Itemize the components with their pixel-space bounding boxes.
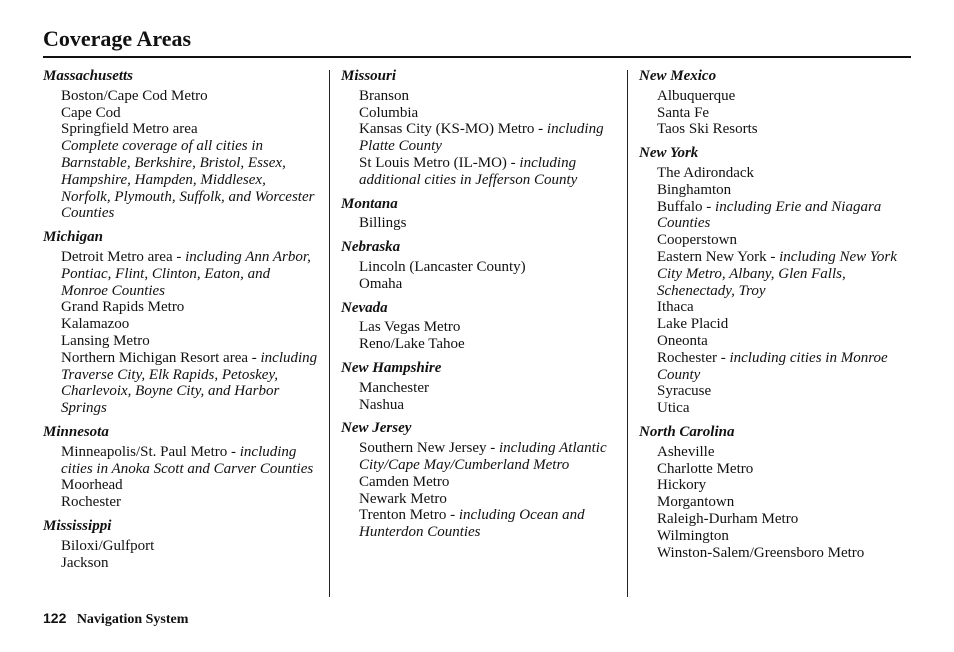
area-name: Cooperstown <box>657 232 737 249</box>
area-note: including Ann Arbor, Pontiac, Flint, Clinton, Eaton, and Monroe Counties <box>61 248 311 299</box>
state-heading: Mississippi <box>43 517 112 534</box>
coverage-entry <box>43 555 318 572</box>
coverage-column-3 <box>639 68 914 561</box>
area-name: Rochester - <box>657 349 730 366</box>
coverage-entry <box>639 165 914 182</box>
state-heading: Nevada <box>341 299 388 316</box>
area-name: Buffalo - <box>657 198 716 215</box>
area-name: Eastern New York - <box>657 248 780 265</box>
page-number: 122 <box>43 610 67 626</box>
coverage-entry <box>43 299 318 316</box>
coverage-entry <box>43 88 318 105</box>
area-name: Syracuse <box>657 383 712 400</box>
coverage-entry <box>341 155 616 189</box>
area-note: including Platte County <box>359 121 604 155</box>
coverage-entry <box>639 333 914 350</box>
coverage-entry <box>639 232 914 249</box>
area-name: Kalamazoo <box>61 316 130 333</box>
area-note: including Traverse City, Elk Rapids, Petoskey, Charlevoix, Boyne City, and Harbor Springs <box>61 349 318 417</box>
section-label: Navigation System <box>76 612 189 627</box>
area-note: including additional cities in Jefferson County <box>359 154 578 188</box>
area-name: Raleigh-Durham Metro <box>657 510 799 527</box>
coverage-entry <box>639 182 914 199</box>
area-name: Grand Rapids Metro <box>61 299 185 316</box>
area-name: Omaha <box>359 275 403 292</box>
coverage-entry <box>43 494 318 511</box>
coverage-entry <box>341 474 616 491</box>
coverage-entry <box>639 400 914 417</box>
area-name: Springfield Metro area <box>61 121 198 138</box>
area-name: Minneapolis/St. Paul Metro - <box>61 443 240 460</box>
coverage-entry <box>43 105 318 122</box>
area-name: Detroit Metro area - <box>61 248 186 265</box>
area-note: Complete coverage of all cities in Barnstable, Berkshire, Bristol, Essex, Hampshire, Hampden, Middlesex, Norfolk, Plymouth, Suffolk, and Worcester Counties <box>61 138 315 222</box>
area-name: Reno/Lake Tahoe <box>359 336 465 353</box>
area-name: Binghamton <box>657 181 732 198</box>
coverage-entry <box>43 316 318 333</box>
column-divider <box>627 70 628 597</box>
coverage-entry <box>43 333 318 350</box>
coverage-entry <box>639 461 914 478</box>
area-name: Billings <box>359 215 407 232</box>
coverage-entry <box>639 199 914 233</box>
area-name: Lake Placid <box>657 316 729 333</box>
area-note: including Ocean and Hunterdon Counties <box>359 507 585 541</box>
area-name: Boston/Cape Cod Metro <box>61 87 208 104</box>
area-name: Taos Ski Resorts <box>657 121 758 138</box>
coverage-entry <box>639 383 914 400</box>
area-name: Las Vegas Metro <box>359 319 461 336</box>
coverage-entry <box>341 88 616 105</box>
coverage-entry <box>341 121 616 155</box>
coverage-entry <box>639 105 914 122</box>
area-name: Southern New Jersey - <box>359 440 499 457</box>
coverage-entry <box>639 477 914 494</box>
area-note: including Erie and Niagara Counties <box>657 198 882 232</box>
coverage-column-2 <box>341 68 616 541</box>
area-name: Northern Michigan Resort area - <box>61 349 261 366</box>
area-name: Branson <box>359 87 409 104</box>
state-heading: Montana <box>341 195 398 212</box>
state-heading: New Jersey <box>341 420 412 437</box>
coverage-entry <box>639 249 914 299</box>
coverage-entry <box>341 336 616 353</box>
area-name: Biloxi/Gulfport <box>61 537 155 554</box>
state-heading: Missouri <box>341 68 397 84</box>
area-name: Hickory <box>657 477 707 494</box>
coverage-entry <box>43 538 318 555</box>
area-name: Albuquerque <box>657 87 736 104</box>
coverage-entry <box>341 276 616 293</box>
coverage-entry <box>639 88 914 105</box>
state-heading: New Hampshire <box>341 359 442 376</box>
page-footer <box>43 610 188 628</box>
title-divider <box>43 56 911 58</box>
area-name: Newark Metro <box>359 490 447 507</box>
area-note: including New York City Metro, Albany, Glen Falls, Schenectady, Troy <box>657 248 897 299</box>
area-name: St Louis Metro (IL-MO) - <box>359 154 520 171</box>
area-name: Lincoln (Lancaster County) <box>359 258 526 275</box>
page-title: Coverage Areas <box>43 26 192 51</box>
coverage-entry <box>43 138 318 222</box>
state-heading: North Carolina <box>639 423 735 440</box>
area-name: The Adirondack <box>657 164 755 181</box>
coverage-entry <box>341 440 616 474</box>
coverage-entry <box>43 444 318 478</box>
area-name: Manchester <box>359 379 429 396</box>
state-heading: Michigan <box>43 229 104 246</box>
coverage-entry <box>43 350 318 417</box>
coverage-entry <box>639 316 914 333</box>
area-name: Asheville <box>657 443 715 460</box>
coverage-column-1 <box>43 68 318 571</box>
coverage-entry <box>639 494 914 511</box>
area-name: Charlotte Metro <box>657 460 754 477</box>
coverage-entry <box>639 528 914 545</box>
area-name: Kansas City (KS-MO) Metro - <box>359 121 547 138</box>
coverage-entry <box>639 444 914 461</box>
area-name: Jackson <box>61 554 109 571</box>
coverage-entry <box>341 380 616 397</box>
area-name: Lansing Metro <box>61 332 150 349</box>
area-name: Morgantown <box>657 494 735 511</box>
coverage-entry <box>639 299 914 316</box>
coverage-entry <box>639 511 914 528</box>
area-name: Santa Fe <box>657 104 710 121</box>
coverage-entry <box>341 259 616 276</box>
area-name: Columbia <box>359 104 419 121</box>
coverage-entry <box>43 249 318 299</box>
area-name: Wilmington <box>657 527 729 544</box>
state-heading: New Mexico <box>639 68 717 84</box>
area-name: Ithaca <box>657 299 694 316</box>
coverage-entry <box>341 397 616 414</box>
area-name: Trenton Metro - <box>359 507 459 524</box>
coverage-entry <box>341 215 616 232</box>
area-name: Utica <box>657 400 690 417</box>
area-name: Rochester <box>61 494 121 511</box>
coverage-entry <box>341 507 616 541</box>
area-note: including Atlantic City/Cape May/Cumberland Metro <box>359 440 607 473</box>
state-heading: Massachusetts <box>43 68 134 84</box>
area-name: Nashua <box>359 396 404 413</box>
coverage-entry <box>43 121 318 138</box>
coverage-entry <box>639 350 914 384</box>
area-name: Winston-Salem/Greensboro Metro <box>657 544 865 561</box>
state-heading: Minnesota <box>43 423 109 440</box>
state-heading: New York <box>639 145 699 162</box>
column-divider <box>329 70 330 597</box>
coverage-entry <box>341 319 616 336</box>
area-note: including cities in Anoka Scott and Carver Counties <box>61 443 314 477</box>
area-name: Oneonta <box>657 332 708 349</box>
coverage-entry <box>639 121 914 138</box>
state-heading: Nebraska <box>341 239 401 256</box>
area-name: Cape Cod <box>61 104 121 121</box>
area-note: including cities in Monroe County <box>657 349 888 383</box>
coverage-entry <box>639 545 914 562</box>
coverage-entry <box>43 477 318 494</box>
area-name: Moorhead <box>61 477 123 494</box>
coverage-entry <box>341 105 616 122</box>
coverage-entry <box>341 491 616 508</box>
area-name: Camden Metro <box>359 473 450 490</box>
